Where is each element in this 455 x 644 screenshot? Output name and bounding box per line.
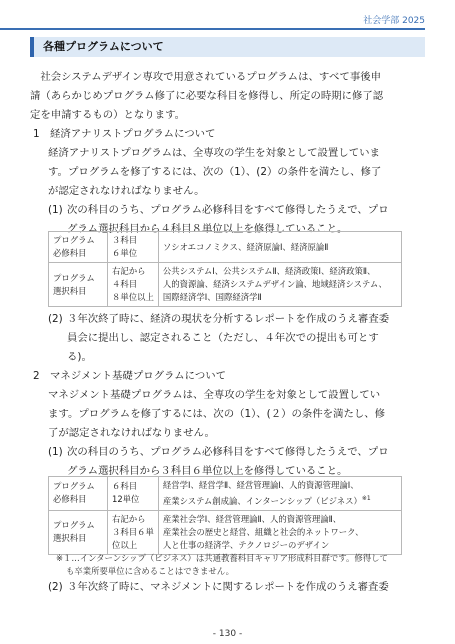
courses-cell (158, 232, 401, 263)
cell-text: 位以上 (112, 539, 138, 550)
cell-text: 選択科目 (53, 533, 87, 544)
program2-desc-line: 了が認定されなければなりません。 (48, 427, 215, 439)
row-label-cell (49, 510, 108, 554)
program1-cond2-line: る)。 (67, 351, 92, 363)
program2-desc-line: マネジメント基礎プログラムは、全専攻の学生を対象として設置してい (48, 389, 381, 401)
program2-note-line: ※１…インターンシップ（ビジネス）は共通教養科目キャリア形成科目群です。修得して (56, 553, 388, 563)
program2-course-table (48, 476, 402, 555)
courses-cell (158, 477, 401, 511)
cell-text: 人と仕事の経済学、テクノロジーのデザイン (162, 539, 330, 550)
intro-line: 請（あらかじめプログラム修了に必要な科目を修得し、所定の時期に修了認 (30, 90, 384, 102)
program2-cond2-number: (2) (48, 581, 63, 593)
program1-cond2-number: (2) (48, 313, 63, 325)
courses-cell (158, 263, 401, 307)
table-row (49, 477, 402, 511)
program2-cond1-line: グラム選択科目から３科目６単位以上を修得していること。 (67, 465, 348, 477)
requirement-cell (108, 477, 159, 511)
cell-text: 右記から (112, 266, 146, 276)
cell-text: 産業社会の歴史と経営、組織と社会的ネットワーク、 (162, 526, 364, 537)
program1-desc-line: す。プログラムを修了するには、次の（1）、(2）の条件を満たし、修了 (48, 166, 382, 178)
cell-text: 選択科目 (53, 285, 87, 296)
cell-text: 公共システムⅠ、公共システムⅡ、経済政策Ⅰ、経済政策Ⅱ、 (162, 266, 376, 276)
program2-cond1-line: 次の科目のうち、プログラム必修科目をすべて修得したうえで、プロ (67, 446, 389, 458)
cell-text-with-mark (163, 492, 397, 508)
cell-text: プログラム (53, 520, 95, 531)
requirement-cell (108, 232, 159, 263)
program1-cond2-line: ３年次終了時に、経済の現状を分析するレポートを作成のうえ審査委 (67, 313, 390, 325)
program2-note-line: も卒業所要単位に含めることはできません。 (66, 566, 235, 576)
cell-text: プログラム (53, 235, 95, 245)
requirement-cell (108, 263, 159, 307)
program1-heading: 1 経済アナリストプログラムについて (33, 128, 216, 140)
header-label: 社会学部 2025 (363, 16, 425, 26)
header-rule (0, 28, 425, 30)
program1-cond1-line: グラム選択科目から４科目８単位以上を修得していること。 (67, 223, 348, 235)
row-label-cell (49, 232, 108, 263)
cell-text: 必修科目 (53, 494, 87, 505)
cell-text: 国際経済学Ⅰ、国際経済学Ⅱ (162, 292, 262, 302)
cell-text: ソシオエコノミクス、経済原論Ⅰ、経済原論Ⅱ (162, 241, 329, 252)
courses-cell (158, 510, 401, 554)
cell-text: 産業社会学Ⅰ、経営管理論Ⅱ、人的資源管理論Ⅱ、 (162, 513, 342, 524)
cell-text: プログラム (53, 272, 95, 283)
cell-text: 右記から (112, 513, 146, 524)
cell-text: ８単位以上 (112, 292, 154, 302)
cell-text: プログラム (53, 481, 95, 492)
program1-course-table (48, 231, 402, 307)
cell-text: ３科目 (112, 235, 138, 245)
program2-heading: 2 マネジメント基礎プログラムについて (33, 370, 227, 382)
cell-text: ６単位 (112, 248, 138, 258)
table-row (49, 263, 402, 307)
cell-text: 必修科目 (53, 248, 87, 258)
cell-text: ３科目６単 (112, 526, 154, 537)
cell-text: 経営学Ⅰ、経営学Ⅱ、経営管理論Ⅰ、人的資源管理論Ⅰ、 (162, 480, 359, 490)
row-label-cell (49, 477, 108, 511)
table-row (49, 232, 402, 263)
cell-text: ６科目 (112, 481, 138, 492)
program1-cond1-number: (1) (48, 204, 63, 216)
section-title: 各種プログラムについて (30, 37, 425, 57)
cell-text: 12単位 (112, 494, 140, 505)
page-number: - 130 - (212, 629, 243, 639)
program2-desc-line: ます。プログラムを修了するには、次の（1）、(２）の条件を満たし、修 (48, 408, 386, 420)
intro-line: 社会システムデザイン専攻で用意されているプログラムは、すべて事後申 (30, 71, 381, 83)
row-label-cell (49, 263, 108, 307)
table-row (49, 510, 402, 554)
program1-desc-line: が認定されなければなりません。 (48, 185, 205, 197)
intro-line: 定を申請するもの）となります。 (30, 109, 186, 121)
program2-cond2-line: ３年次終了時に、マネジメントに関するレポートを作成のうえ審査委 (67, 581, 389, 593)
program1-desc-line: 経済アナリストプログラムは、全専攻の学生を対象として設置していま (48, 147, 380, 159)
program1-cond2-line: 員会に提出し、認定されること（ただし、４年次での提出も可とす (67, 332, 379, 344)
requirement-cell (108, 510, 159, 554)
cell-text: 産業システム創成論、インターンシップ（ビジネス） (162, 495, 362, 506)
program1-cond1-line: 次の科目のうち、プログラム必修科目をすべて修得したうえで、プロ (67, 204, 389, 216)
footnote-mark: ※1 (361, 495, 371, 502)
cell-text: ４科目 (112, 279, 138, 289)
program2-cond1-number: (1) (48, 446, 63, 458)
cell-text: 人的資源論、経済システムデザイン論、地域経済システム、 (162, 279, 387, 289)
